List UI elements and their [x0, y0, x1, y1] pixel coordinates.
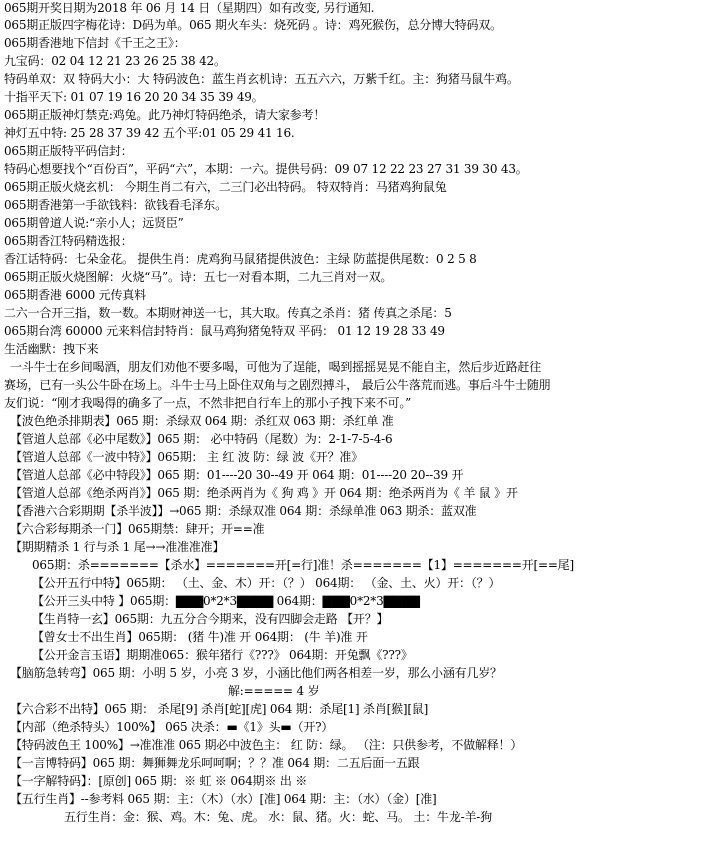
fire-chart-line: 065期正版火烧图解：火烧“马”。诗：五七一对看本期，二九三肖对一双。	[4, 270, 393, 284]
hundred-percent-line: 特码心想要找个“百份百”，平码“六”，本期：一六。提供号码：09 07 12 22 23 27 31 39 30 43。	[4, 162, 528, 176]
money-material-line: 065期香港第一手欲钱料：欲钱看毛泽东。	[4, 198, 227, 212]
taiwan-line: 065期台湾 60000 元来料信封特肖：鼠马鸡狗猪兔特双 平码： 01 12 19 28 33 49	[4, 324, 445, 338]
riddle-line: 【脑筋急转弯】065 期：小明 5 岁，小亮 3 岁，小涵比他们两各相差一岁，那么小涵有几岁？	[10, 666, 502, 680]
kill-element-title: 【期期精杀 1 行与杀 1 尾→→准准准准】	[10, 540, 225, 554]
wave-king-line: 【特码波色王 100%】→准准准 065 期必中波色主： 红 防：绿。 （注：只供参考，不做解释！）	[10, 738, 523, 752]
humor-title: 生活幽默：拽下来	[4, 342, 99, 356]
ten-fingers-line: 十指平天下: 01 07 19 16 20 20 34 35 39 49。	[4, 90, 264, 104]
kill-two-line: 【管道人总部《绝杀两肖》】065 期：绝杀两肖为《 狗 鸡 》开 064 期：绝杀两肖为《 羊 鼠 》开	[10, 486, 518, 500]
riddle-answer: 解:===== 4 岁	[228, 684, 320, 698]
lamp-five-line: 神灯五中特: 25 28 37 39 42 五个平:01 05 29 41 16.	[4, 126, 295, 140]
internal-kill-line: 【内部（绝杀特头）100%】 065 决杀：▬《1》头▬（开?）	[10, 720, 334, 734]
fire-mystery-line: 065期正版火烧玄机： 今期生肖二有六，二三门必出特码。 特双特肖：马猪鸡狗鼠兔	[4, 180, 447, 194]
must-tail-line: 【管道人总部《必中尾数》】065 期： 必中特码（尾数）为：2-1-7-5-4-6	[10, 432, 393, 446]
xiangjiang-line: 香江话特码：七朵金花。 提供生肖：虎鸡狗马鼠猪提供波色：主绿 防蓝提供尾数：0 2 5 8	[4, 252, 477, 266]
nine-numbers-line: 九宝码：02 04 12 21 23 26 25 38 42。	[4, 54, 226, 68]
one-wave-line: 【管道人总部《一波中特》】065期： 主 红 波 防：绿 波《开？准》	[10, 450, 363, 464]
flat-envelope-title: 065期正版特平码信封：	[4, 144, 133, 158]
draw-date-line: 065期开奖日期为2018 年 06 月 14 日（星期四）如有改变, 另行通知.	[4, 1, 375, 15]
hk-envelope-title: 065期香港地下信封《千王之王》：	[4, 36, 186, 50]
five-element-line: 【公开五行中特】065期： （土、金、木）开：（？） 064期： （金、土、火）开：（？）	[32, 576, 501, 590]
no-special-line: 【六合彩不出特】065 期： 杀尾[9] 杀肖[蛇][虎] 064 期：杀尾[1] 杀肖[猴][鼠]	[10, 702, 429, 716]
five-zodiac-line: 【五行生肖】--参考料 065 期：主：（木）（水）[准] 064 期：主：（水）（金）[准]	[10, 792, 437, 806]
fax-title: 065期香港 6000 元传真料	[4, 288, 146, 302]
humor-text-2: 赛场，已有一头公牛卧在场上。斗牛士马上卧住双角与之剧烈搏斗， 最后公牛落荒而逃。事后斗牛士随朋	[4, 378, 551, 392]
five-zodiac-detail: 五行生肖：金：猴、鸡。木：兔、虎。 水：鼠、猪。火：蛇、马。 土：牛龙-羊-狗	[64, 810, 492, 824]
one-word-special-line: 【一言博特码】065 期：舞狮舞龙乐呵呵啊；？？准 064 期：二五后面一五跟	[10, 756, 420, 770]
fax-line: 二六一合开三指，数一数。本期财神送一七，其大取。传真之杀肖：猪 传真之杀尾：5	[4, 306, 452, 320]
kill-door-line: 【六合彩每期杀一门】065期禁：肆开；开==准	[10, 522, 265, 536]
ms-zeng-line: 【曾女士不出生肖】065期： (猪 牛)准 开 064期： (牛 羊)准 开	[32, 630, 368, 644]
magic-lamp-line: 065期正版神灯禁克:鸡兔。此乃神灯特码绝杀，请大家参考！	[4, 108, 326, 122]
wave-color-line: 【波色绝杀排期表】065 期：杀绿双 064 期：杀红双 063 期：杀红单 准	[10, 414, 394, 428]
special-code-line: 特码单双：双 特码大小：大 特码波色：蓝生肖玄机诗：五五六六，万紫千红。主：狗猪马鼠牛鸡。	[4, 72, 519, 86]
half-wave-line: 【香港六合彩期期【杀半波】】→065 期：杀绿双准 064 期：杀绿单准 063 期杀：蓝双准	[10, 504, 477, 518]
one-char-line: 【一字解特码】：[原创] 065 期：※ 虹 ※ 064期※ 出 ※	[10, 774, 308, 788]
golden-words-line: 【公开金言玉语】期期准065：猴年猪行《???》 064期：开兔飘《???》	[32, 648, 413, 662]
xiangjiang-title: 065期香江特码精选报：	[4, 234, 133, 248]
zodiac-mystery-line: 【生肖特一玄】065期：九五分合今期来，没有四脚会走路 【开？】	[32, 612, 389, 626]
must-segment-line: 【管道人总部《必中特段》】065 期：01----20 30--49 开 064 期：01----20 20--39 开	[10, 468, 464, 482]
humor-text-3: 友们说：“刚才我喝得的确多了一点，不然非把自行车上的那小子拽下来不可。”	[4, 396, 412, 410]
humor-text-1: 一斗牛士在乡间喝酒，朋友们劝他不要多喝，可他为了逞能，喝到摇摇晃晃不能自主，然后步近路赶往	[10, 360, 542, 374]
taoist-saying-line: 065期曾道人说:“亲小人；远贤臣”	[4, 216, 184, 230]
plum-poem-line: 065期正版四字梅花诗：D码为单。065 期火车头：烧死码 。诗：鸡死猴伤，总分博大特码双。	[4, 18, 502, 32]
kill-element-line: 065期：杀=======【杀水】=======开[=行]准！杀=======【1】=======开[==尾]	[32, 558, 574, 572]
three-head-line: 【公开三头中特 】065期：▇▇▇0*2*3▇▇▇▇ 064期：▇▇▇0*2*3▇▇▇▇	[32, 594, 420, 608]
